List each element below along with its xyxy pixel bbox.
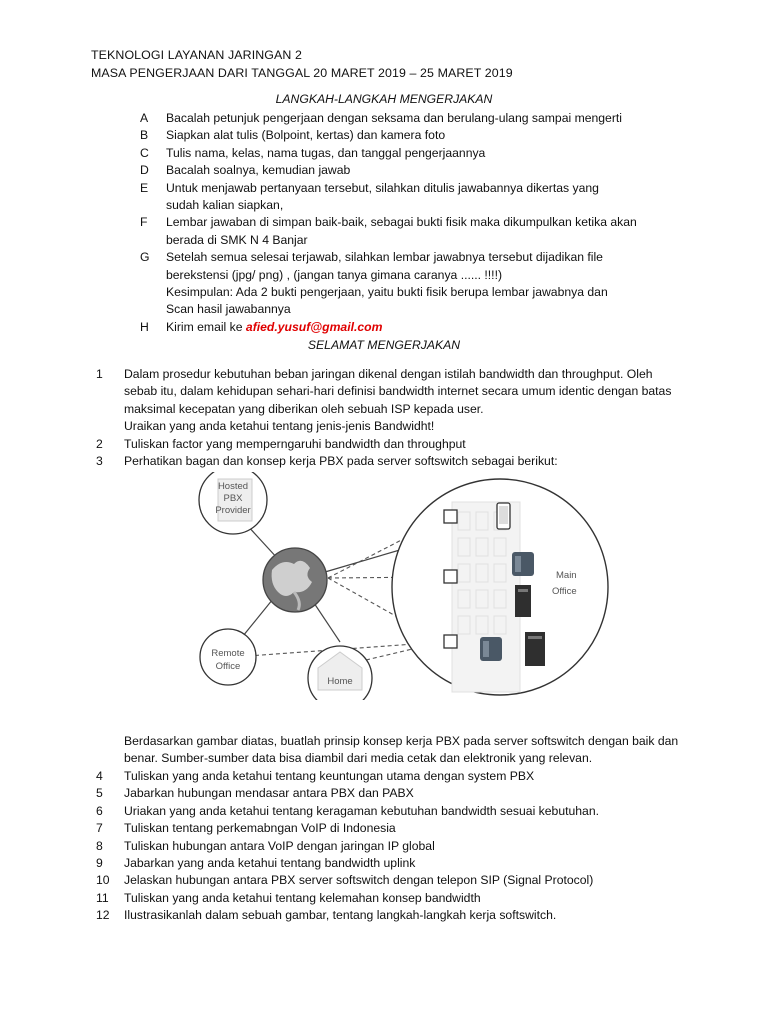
diagram-instruction: Berdasarkan gambar diatas, buatlah prinsip konsep kerja PBX pada server softswitch dengan baik dan benar. Sumber-sumber data bisa diambil dari media cetak dan elektronik yang relevan.: [124, 734, 679, 766]
hosted-pbx-label: PBX: [223, 493, 243, 504]
closing-text: SELAMAT MENGERJAKAN: [307, 338, 461, 352]
email-link[interactable]: afied.yusuf@gmail.com: [245, 319, 383, 334]
office-building-icon: [452, 502, 520, 692]
question-item: 8 Tuliskan hubungan antara VoIP dengan jaringan IP global: [96, 838, 435, 853]
pbx-network-diagram: [190, 472, 642, 700]
work-period: MASA PENGERJAAN DARI TANGGAL 20 MARET 2019 – 25 MARET 2019: [91, 65, 513, 80]
question-item: 7 Tuliskan tentang perkemabngan VoIP di Indonesia: [96, 821, 396, 836]
list-item: B Siapkan alat tulis (Bolpoint, kertas) dan kamera foto: [140, 128, 446, 143]
question-item: 4 Tuliskan yang anda ketahui tentang keuntungan utama dengan system PBX: [96, 769, 535, 783]
desk-phone-icon: [512, 552, 534, 576]
list-item: E Untuk menjawab pertanyaan tersebut, silahkan ditulis jawabannya dikertas yang sudah kalian siapkan,: [140, 180, 599, 213]
main-office-label: Office: [552, 586, 577, 597]
node-icon: [444, 635, 457, 648]
list-item: D Bacalah soalnya, kemudian jawab: [140, 163, 351, 178]
home-label: Home: [327, 676, 353, 687]
node-icon: [444, 570, 457, 583]
list-item: A Bacalah petunjuk pengerjaan dengan seksama dan berulang-ulang sampai mengerti: [140, 111, 622, 125]
node-icon: [444, 510, 457, 523]
list-item: C Tulis nama, kelas, nama tugas, dan tanggal pengerjaannya: [140, 145, 486, 160]
questions-list: [96, 366, 686, 470]
list-item: G Setelah semua selesai terjawab, silahkan lembar jawabnya tersebut dijadikan file berekstensi (jpg/ png) , (jangan tanya gimana caranya ...... !!!!): [140, 250, 603, 282]
main-office-label: Main: [556, 570, 577, 581]
document-header: [91, 47, 513, 82]
question-item: 12 Ilustrasikanlah dalam sebuah gambar, tentang langkah-langkah kerja softswitch.: [96, 908, 557, 923]
hosted-pbx-label: Provider: [215, 505, 251, 516]
ip-phone-icon: [480, 637, 502, 661]
globe-icon: [263, 548, 327, 612]
server-icon: [525, 632, 545, 666]
question-item: 6 Uriakan yang anda ketahui tentang keragaman kebutuhan bandwidth sesuai kebutuhan.: [96, 803, 599, 818]
questions-list-continued: [96, 768, 686, 925]
question-item: 3 Perhatikan bagan dan konsep kerja PBX pada server softswitch sebagai berikut:: [96, 454, 558, 469]
question-item: 11 Tuliskan yang anda ketahui tentang kelemahan konsep bandwidth: [96, 890, 481, 905]
conclusion: Kesimpulan: Ada 2 bukti pengerjaan, yaitu bukti fisik berupa lembar jawabnya dan Scan hasil jawabannya: [166, 285, 608, 317]
question-item: 9 Jabarkan yang anda ketahui tentang bandwidth uplink: [96, 856, 416, 871]
steps-title: LANGKAH-LANGKAH MENGERJAKAN: [275, 92, 493, 106]
question-item: Uraikan yang anda ketahui tentang jenis-jenis Bandwidht!: [124, 419, 435, 434]
course-title: TEKNOLOGI LAYANAN JARINGAN 2: [91, 48, 302, 62]
list-item: F Lembar jawaban di simpan baik-baik, sebagai bukti fisik maka dikumpulkan ketika akan berada di SMK N 4 Banjar: [140, 215, 637, 247]
server-tower-icon: [515, 585, 531, 617]
question-item: 2 Tuliskan factor yang memperngaruhi bandwidth dan throughput: [96, 436, 466, 451]
question-item: 10 Jelaskan hubungan antara PBX server softswitch dengan telepon SIP (Signal Protocol): [96, 873, 594, 888]
hosted-pbx-label: Hosted: [217, 481, 249, 492]
remote-office-label: Remote: [211, 648, 245, 659]
mobile-phone-icon: [497, 503, 510, 529]
question-item: 5 Jabarkan hubungan mendasar antara PBX dan PABX: [96, 786, 414, 801]
email-instruction: Kirim email ke: [166, 319, 246, 334]
remote-office-label: Office: [215, 661, 241, 672]
question-item: 1 Dalam prosedur kebutuhan beban jaringan dikenal dengan istilah bandwidth dan throughput. Oleh sebab itu, dalam kehidupan sehari-hari definisi bandwidth internet secara umum identic dengan batas maksimal kecepatan yang diberikan oleh sebuah ISP kepada user.: [96, 367, 672, 416]
list-item: H Kirim email ke afied.yusuf@gmail.com: [140, 319, 383, 334]
steps-list: [140, 110, 660, 336]
